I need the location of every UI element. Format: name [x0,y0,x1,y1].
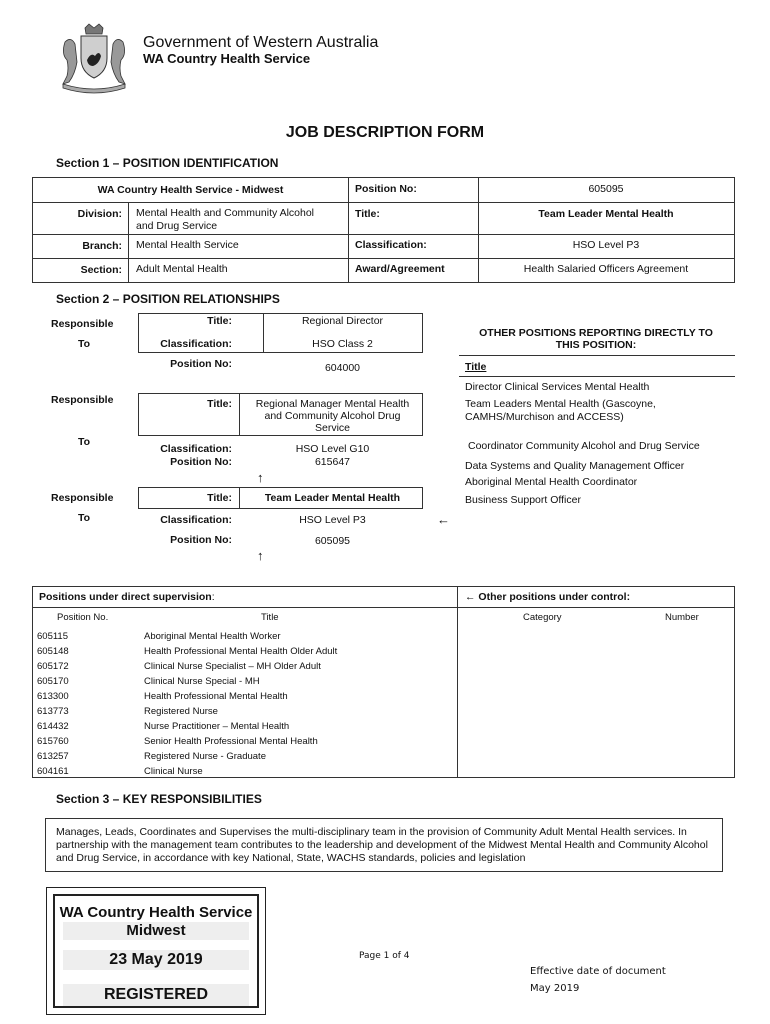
org-line-1: Government of Western Australia [143,34,379,51]
division-value-line2: and Drug Service [136,220,218,232]
box3-classification-label: Classification: [160,514,232,526]
registration-stamp [46,887,266,1015]
position-no-value: 605095 [588,183,624,195]
box2-title-line2: and Community Alcohol Drug [264,410,401,422]
title-value: Team Leader Mental Health [538,208,674,220]
classification-value: HSO Level P3 [572,239,640,251]
effective-date: May 2019 [530,983,580,994]
other-positions-heading-1: OTHER POSITIONS REPORTING DIRECTLY TO [479,327,713,339]
responsible-label-2: Responsible [51,394,114,406]
stamp-line2: Midwest [126,922,186,939]
box1-classification: HSO Class 2 [312,338,373,350]
responsible-label-1: Responsible [51,318,114,330]
page-number: Page 1 of 4 [359,951,410,961]
division-value-line1: Mental Health and Community Alcohol [136,207,315,219]
other-positions-heading-2: THIS POSITION: [555,339,637,351]
to-label-1: To [78,338,91,350]
box2-position-no-label: Position No: [170,456,232,468]
other-positions-title-label: Title [465,361,487,373]
responsible-label-3: Responsible [51,492,114,504]
other-position-item: Coordinator Community Alcohol and Drug Service [468,440,700,452]
stamp-date: 23 May 2019 [109,951,203,968]
to-label-2: To [78,436,91,448]
box2-title-line3: Service [314,422,350,434]
other-position-item: Team Leaders Mental Health (Gascoyne, [465,398,656,410]
col-position-no: Position No. [57,612,109,623]
position-no-label: Position No: [355,183,417,195]
coat-of-arms-logo [55,22,133,96]
box2-title-line1: Regional Manager Mental Health [255,398,410,410]
position-identification-table [32,177,735,283]
arrow-up-icon-2: ↑ [257,548,264,563]
section-label: Section: [80,264,122,276]
to-label-3: To [78,512,91,524]
classification-label: Classification: [355,239,427,251]
section2-heading: Section 2 – POSITION RELATIONSHIPS [56,292,280,306]
division-label: Division: [77,208,122,220]
key-responsibilities-text: Manages, Leads, Coordinates and Supervises the multi-disciplinary team in the provision of Community Adult Mental Health services. In partnership with the management team contributes to the leadership and development of the Midwest Mental Health and Community Alcohol and Drug Service, in accordance with key National, State, WACHS standards, policies and legislation [45,818,723,872]
arrow-up-icon: ↑ [257,470,264,485]
box2-position-no: 615647 [314,456,351,468]
stamp-line1: WA Country Health Service [59,904,253,921]
box3-title-label: Title: [207,492,232,504]
award-value: Health Salaried Officers Agreement [523,263,689,275]
document-title: JOB DESCRIPTION FORM [285,124,485,141]
other-control-heading: ← Other positions under control: [465,591,631,603]
box1-title: Regional Director [301,315,384,327]
org-line-2: WA Country Health Service [143,51,311,66]
col-title: Title [261,612,279,623]
col-number: Number [665,612,699,623]
service-name: WA Country Health Service - Midwest [97,184,284,196]
other-position-item: CAMHS/Murchison and ACCESS) [465,411,624,423]
box2-classification: HSO Level G10 [295,443,370,455]
supervision-heading: Positions under direct supervision: [39,591,215,603]
box3-title: Team Leader Mental Health [264,492,401,504]
award-label: Award/Agreement [355,263,445,275]
other-position-item: Director Clinical Services Mental Health [465,381,650,393]
box2-title-label: Title: [207,398,232,410]
box3-position-no-label: Position No: [170,534,232,546]
other-position-item: Business Support Officer [465,494,581,506]
box2-classification-label: Classification: [160,443,232,455]
title-label: Title: [355,208,380,220]
supervision-table [32,586,735,778]
other-position-item: Aboriginal Mental Health Coordinator [465,476,638,488]
section3-heading: Section 3 – KEY RESPONSIBILITIES [56,792,262,806]
box1-position-no-label: Position No: [170,358,232,370]
box1-classification-label: Classification: [160,338,232,350]
arrow-left-icon: ← [437,512,450,527]
section-value: Adult Mental Health [136,263,228,275]
box1-title-label: Title: [207,315,232,327]
box3-position-no: 605095 [314,535,351,547]
other-position-item: Data Systems and Quality Management Officer [465,460,685,472]
col-category: Category [523,612,562,623]
effective-date-label: Effective date of document [530,966,666,977]
branch-value: Mental Health Service [136,239,239,251]
stamp-status: REGISTERED [103,986,208,1003]
branch-label: Branch: [82,240,122,252]
section1-heading: Section 1 – POSITION IDENTIFICATION [56,156,279,170]
box1-position-no: 604000 [324,362,361,374]
box3-classification: HSO Level P3 [299,514,366,526]
